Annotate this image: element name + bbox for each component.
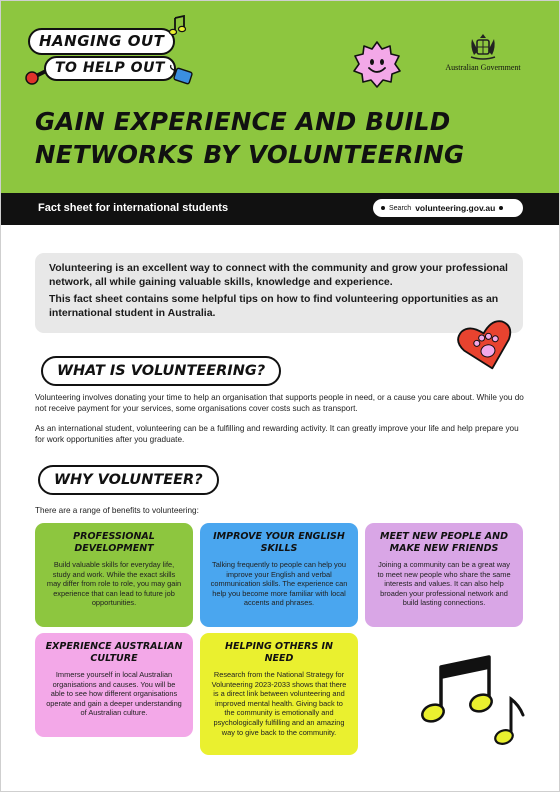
benefit-card-english-skills — [200, 523, 358, 627]
government-label: Australian Government — [445, 63, 521, 72]
why-volunteer-heading: WHY VOLUNTEER? — [38, 465, 219, 495]
benefit-card-meet-new-people — [365, 523, 523, 627]
australian-government-logo — [441, 33, 525, 72]
intro-box — [35, 253, 523, 333]
benefit-card-title: IMPROVE YOUR ENGLISH SKILLS — [213, 531, 345, 554]
benefit-card-title: MEET NEW PEOPLE AND MAKE NEW FRIENDS — [380, 531, 508, 554]
logo-line-2: TO HELP OUT — [44, 56, 176, 81]
benefit-card-body: Joining a community can be a great way to meet new people who share the same interests and values. It can also help broaden your professional network and build lasting connections. — [377, 560, 511, 608]
benefit-card-helping-others — [200, 633, 358, 755]
benefit-card-title: HELPING OTHERS IN NEED — [225, 641, 333, 664]
page-title-line-1: GAIN EXPERIENCE AND BUILD — [35, 107, 451, 136]
page-title — [35, 105, 535, 171]
bullet-dot-icon — [381, 206, 385, 210]
benefit-card-professional-development — [35, 523, 193, 627]
music-note-icon — [169, 15, 187, 37]
benefit-card-body: Immerse yourself in local Australian organisations and causes. You will be able to see how different organisations operate and gain a deeper understanding of Australian culture. — [46, 670, 182, 718]
smiley-flower-icon — [351, 39, 403, 91]
benefit-card-title: PROFESSIONAL DEVELOPMENT — [73, 531, 155, 554]
benefit-card-body: Talking frequently to people can help you improve your English and verbal communication skills. The experience can help you become more familiar with local accents and phrases. — [210, 560, 348, 608]
fact-sheet-label: Fact sheet for international students — [38, 202, 229, 214]
intro-paragraph-1: Volunteering is an excellent way to connect with the community and grow your professional network, all while gaining valuable skills, knowledge and experience. — [49, 262, 508, 288]
intro-paragraph-2: This fact sheet contains some helpful tips on how to find volunteering opportunities as an international student in Australia. — [49, 293, 499, 319]
page-title-line-2: NETWORKS BY VOLUNTEERING — [35, 140, 465, 169]
benefit-card-body: Research from the National Strategy for Volunteering 2023-2033 shows that there is a direct link between volunteering and improved mental health. Giving back to the community is emotionally and psychologically fulfilling and an amazing way to give back to the community. — [211, 670, 347, 737]
why-volunteer-lead: There are a range of benefits to volunteering: — [35, 506, 199, 515]
search-url: volunteering.gov.au — [415, 203, 496, 213]
search-label: Search — [389, 204, 412, 212]
coat-of-arms-icon — [466, 33, 500, 61]
luggage-tag-icon — [167, 63, 195, 87]
heart-paw-icon — [456, 319, 518, 375]
bullet-dot-icon — [499, 206, 503, 210]
benefit-card-australian-culture — [35, 633, 193, 737]
benefit-card-title: EXPERIENCE AUSTRALIAN CULTURE — [45, 641, 183, 664]
music-notes-icon — [419, 649, 529, 749]
what-is-paragraph-1: Volunteering involves donating your time to help an organisation that supports people in need, or a cause you care about. While you do not receive payment for your services, some organisations cover costs such as transport. — [35, 393, 524, 413]
logo-line-1: HANGING OUT — [28, 28, 175, 55]
search-link[interactable] — [373, 199, 523, 217]
header-banner — [1, 1, 560, 193]
benefit-card-body: Build valuable skills for everyday life, study and work. While the exact skills may differ from role to role, you may gain experience that can lead to future job opportunities. — [46, 560, 182, 608]
what-is-volunteering-heading: WHAT IS VOLUNTEERING? — [41, 356, 281, 386]
what-is-paragraph-2: As an international student, volunteering can be a fulfilling and rewarding activity. It can greatly improve your life and help prepare you for work opportunities after you graduate. — [35, 424, 519, 444]
